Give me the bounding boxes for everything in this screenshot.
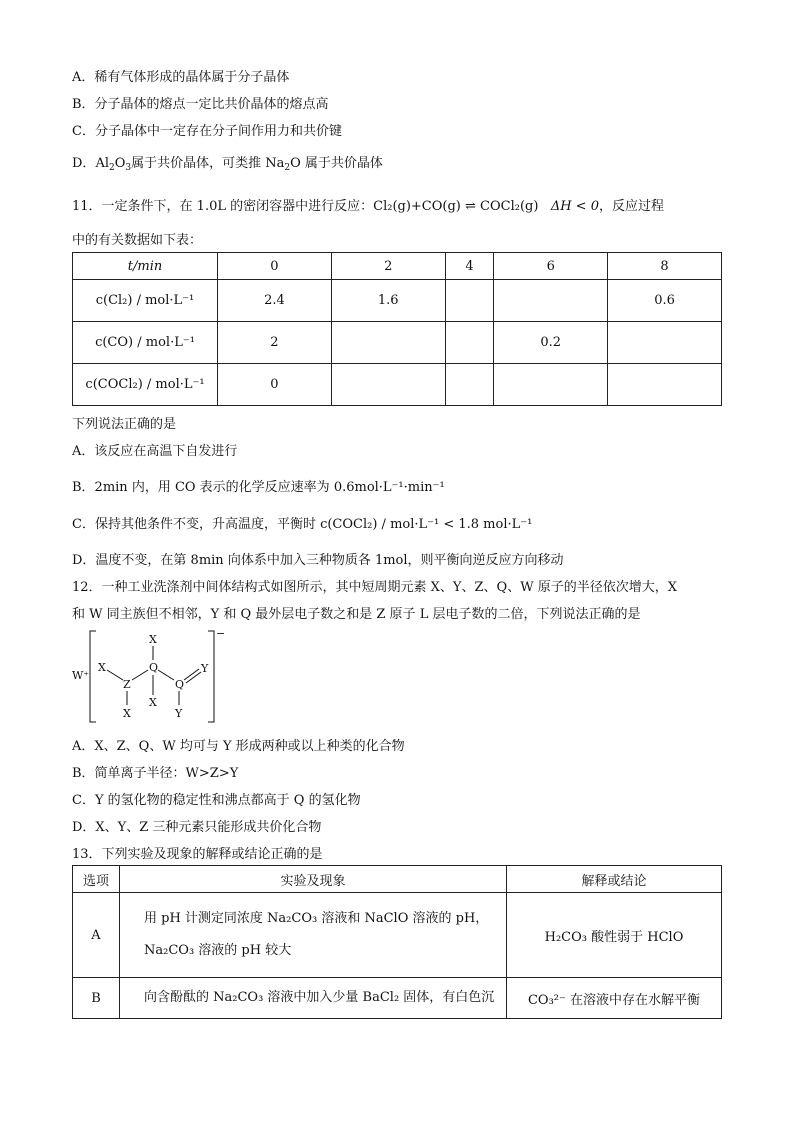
atom-y: Y — [201, 662, 209, 675]
table-cell: 0 — [218, 364, 332, 406]
q10-option-a: A．稀有气体形成的晶体属于分子晶体 — [72, 70, 290, 85]
table-row — [73, 280, 722, 322]
table-header-row — [73, 866, 722, 893]
q12-option-a: A．X、Z、Q、W 均可与 Y 形成两种或以上种类的化合物 — [72, 739, 405, 754]
header-cell: 选项 — [73, 866, 120, 893]
table-cell: CO₃²⁻ 在溶液中存在水解平衡 — [507, 978, 722, 1019]
table-row — [73, 364, 722, 406]
atom-q: Q — [149, 661, 159, 674]
q11-stem-line2: 中的有关数据如下表： — [72, 233, 203, 248]
header-cell: 2 — [331, 253, 445, 280]
atom-x: X — [123, 707, 131, 720]
q11-data-table — [72, 252, 722, 406]
table-cell — [445, 364, 494, 406]
table-row — [73, 322, 722, 364]
charge-sign: − — [216, 627, 226, 640]
table-cell: 向含酚酞的 Na₂CO₃ 溶液中加入少量 BaCl₂ 固体，有白色沉 — [120, 978, 507, 1019]
bond — [132, 670, 148, 680]
atom-x: X — [98, 661, 106, 674]
table-cell — [494, 364, 608, 406]
atom-z: Z — [123, 678, 131, 691]
table-cell: 用 pH 计测定同浓度 Na₂CO₃ 溶液和 NaClO 溶液的 pH， Na₂CO₃ 溶液的 pH 较大 — [120, 893, 507, 978]
table-cell: 2 — [218, 322, 332, 364]
q12-option-c: C．Y 的氢化物的稳定性和沸点都高于 Q 的氢化物 — [72, 793, 361, 808]
q10-option-b: B．分子晶体的熔点一定比共价晶体的熔点高 — [72, 97, 329, 112]
q13-table — [72, 865, 722, 1019]
q12-option-d: D．X、Y、Z 三种元素只能形成共价化合物 — [72, 820, 322, 835]
q11-stem: 11．一定条件下，在 1.0L 的密闭容器中进行反应：Cl₂(g)+CO(g) ⇌ COCl₂(g) ΔH < 0，反应过程 — [72, 199, 664, 214]
q11-option-d: D．温度不变，在第 8min 向体系中加入三种物质各 1mol，则平衡向逆反应方向移动 — [72, 553, 564, 568]
row-label: c(Cl₂) / mol·L⁻¹ — [73, 280, 218, 322]
bond — [158, 670, 174, 680]
header-cell: t/min — [73, 253, 218, 280]
q10-option-c: C．分子晶体中一定存在分子间作用力和共价键 — [72, 124, 342, 139]
cation-w: W⁺ — [72, 669, 90, 682]
table-row — [73, 893, 722, 978]
header-cell: 实验及现象 — [120, 866, 507, 893]
q12-stem-line1: 12．一种工业洗涤剂中间体结构式如图所示，其中短周期元素 X、Y、Z、Q、W 原子的半径依次增大，X — [72, 580, 677, 595]
q13-stem: 13．下列实验及现象的解释或结论正确的是 — [72, 847, 323, 862]
q11-option-b: B．2min 内，用 CO 表示的化学反应速率为 0.6mol·L⁻¹·min⁻¹ — [72, 480, 445, 495]
table-cell — [494, 280, 608, 322]
header-cell: 6 — [494, 253, 608, 280]
row-label: c(CO) / mol·L⁻¹ — [73, 322, 218, 364]
bond — [107, 670, 123, 680]
table-cell — [608, 364, 722, 406]
table-cell — [331, 364, 445, 406]
atom-y: Y — [175, 707, 183, 720]
table-cell — [445, 322, 494, 364]
table-header-row — [73, 253, 722, 280]
q10-option-d: D．$Al_2O_3$属于共价晶体，可类推 $Na_2O$ 属于共价晶体 — [72, 156, 383, 173]
table-cell — [331, 322, 445, 364]
atom-x: X — [149, 633, 157, 646]
reaction-equation: Cl₂(g)+CO(g) ⇌ COCl₂(g) — [373, 199, 539, 214]
structural-formula — [70, 625, 230, 727]
atom-x: X — [149, 696, 157, 709]
q11-option-c: C．保持其他条件不变，升高温度，平衡时 c(COCl₂) / mol·L⁻¹ < 1.8 mol·L⁻¹ — [72, 517, 533, 532]
table-row — [73, 978, 722, 1019]
header-cell: 8 — [608, 253, 722, 280]
q11-option-a: A．该反应在高温下自发进行 — [72, 444, 238, 459]
table-cell: 1.6 — [331, 280, 445, 322]
q11-prompt: 下列说法正确的是 — [72, 417, 177, 432]
table-cell: B — [73, 978, 120, 1019]
q12-stem-line2: 和 W 同主族但不相邻，Y 和 Q 最外层电子数之和是 Z 原子 L 层电子数的二倍，下列说法正确的是 — [72, 607, 641, 622]
table-cell: H₂CO₃ 酸性弱于 HClO — [507, 893, 722, 978]
header-cell: 解释或结论 — [507, 866, 722, 893]
header-cell: 4 — [445, 253, 494, 280]
row-label: c(COCl₂) / mol·L⁻¹ — [73, 364, 218, 406]
table-cell — [608, 322, 722, 364]
enthalpy-change: ΔH < 0 — [550, 199, 599, 214]
q12-option-b: B．简单离子半径：W>Z>Y — [72, 766, 239, 781]
table-cell: 2.4 — [218, 280, 332, 322]
table-cell — [445, 280, 494, 322]
atom-q: Q — [175, 678, 185, 691]
header-cell: 0 — [218, 253, 332, 280]
table-cell: 0.2 — [494, 322, 608, 364]
table-cell: A — [73, 893, 120, 978]
table-cell: 0.6 — [608, 280, 722, 322]
